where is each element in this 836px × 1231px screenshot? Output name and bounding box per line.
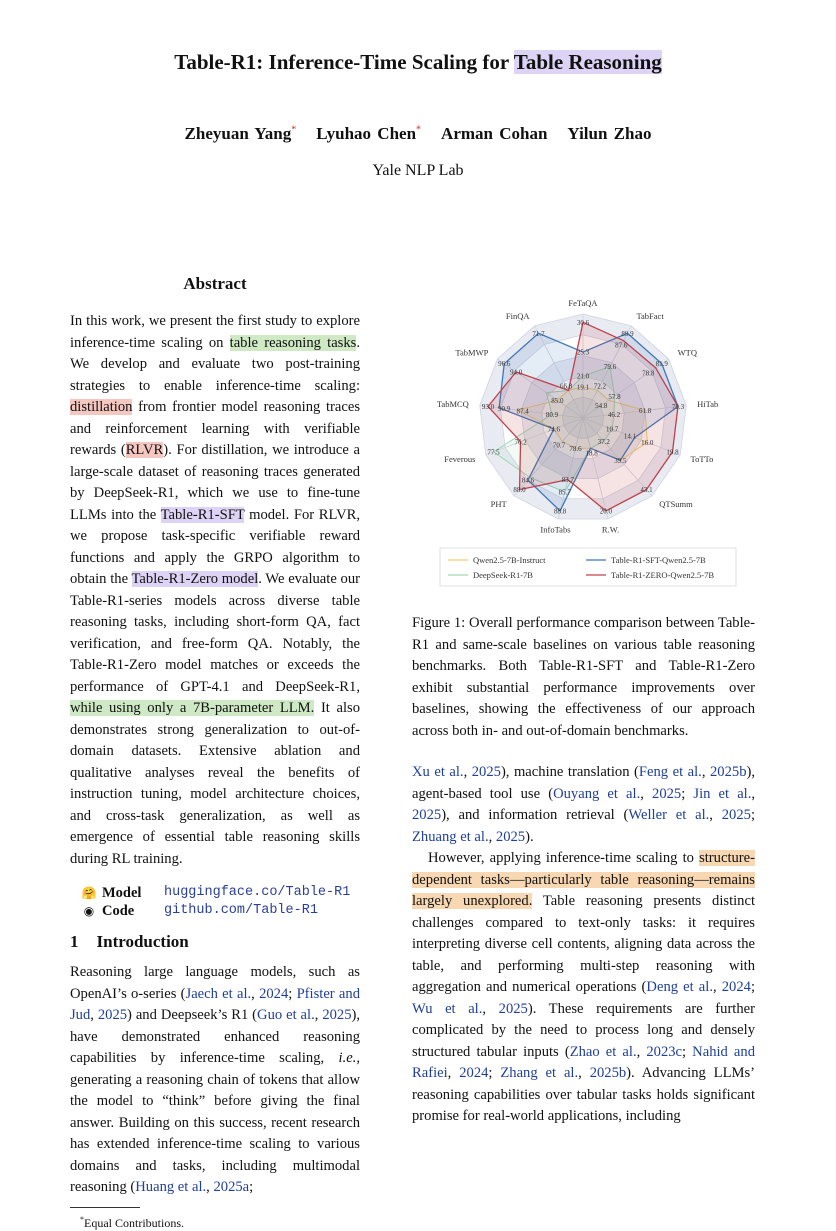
axis-label: ToTTo — [690, 453, 714, 464]
value-label: 16.0 — [641, 438, 654, 447]
value-label: 78.6 — [569, 444, 582, 453]
value-label: 96.6 — [498, 360, 511, 369]
author — [185, 124, 297, 143]
author — [441, 124, 547, 143]
author-list — [0, 124, 836, 144]
value-label: 66.8 — [560, 382, 573, 391]
value-label: 57.8 — [608, 392, 621, 401]
paragraph — [412, 848, 755, 1128]
text-run: Table reasoning presents distinct challenges compared to text-only tasks: it requires interpreting diverse cell contents, aligning data across the table, and performing multi-step reasoning with aggregation and numerical operations ( — [412, 893, 756, 995]
hugging-face-icon: 🤗 — [81, 886, 97, 900]
text-run: , — [636, 1043, 647, 1060]
highlighted-text: while using only a 7B-parameter LLM. — [70, 700, 315, 716]
text-run: generating a reasoning chain of tokens that allow the model to “think” before giving the final answer. Building on this success, recent research has extended inference-time scaling to various domains and tasks, including multimodal reasoning ( — [70, 1071, 360, 1195]
text-run: However, applying inference-time scaling to — [428, 850, 700, 866]
axis-label: TabMCQ — [436, 399, 469, 410]
value-label: 10.7 — [606, 425, 619, 434]
text-run: , — [482, 1000, 499, 1017]
text-run: ; — [750, 979, 755, 995]
value-label: 83.7 — [561, 476, 574, 485]
value-label: 78.8 — [642, 369, 655, 378]
text-run: , — [701, 764, 710, 780]
author — [316, 124, 421, 143]
value-label: 30.6 — [576, 318, 590, 327]
citation-link[interactable]: 2025 — [721, 807, 751, 823]
text-run: , — [712, 979, 722, 995]
radar-chart — [410, 280, 756, 600]
section-number: 1 — [70, 932, 79, 951]
highlighted-text: Table-R1-Zero model — [131, 571, 259, 587]
value-label: 87.6 — [615, 341, 628, 350]
link-label: Model — [102, 885, 142, 901]
value-label: 87.4 — [516, 407, 529, 416]
citation-link[interactable]: 2024 — [259, 985, 289, 1002]
text-run: ; — [681, 785, 694, 802]
citation-link[interactable]: 2024 — [459, 1065, 489, 1081]
legend-label: Table-R1-ZERO-Qwen2.5-7B — [611, 570, 715, 580]
text-run: i.e., — [338, 1050, 360, 1066]
right-column-text — [412, 762, 755, 1128]
abstract-text — [70, 311, 360, 870]
axis-label: Feverous — [444, 453, 476, 464]
introduction-text — [70, 962, 360, 1199]
figure-caption: Figure 1: Overall performance comparison between Table-R1 and same-scale baselines on various table reasoning benchmarks. Both Table-R1-SFT and Table-R1-Zero exhibit substantial performance improvements over baselines, showing the effectiveness of our approach across both in- and out-of-domain benchmarks. — [412, 615, 755, 739]
text-run: from frontier model reasoning traces and reinforcement learning with verifiable rewards ( — [70, 399, 360, 458]
paragraph — [412, 762, 755, 848]
equal-contribution-mark: * — [291, 124, 297, 136]
text-run: ; — [488, 1065, 501, 1081]
text-run: ; — [249, 1179, 254, 1195]
author-name: Arman Cohan — [441, 124, 548, 143]
value-label: 39.5 — [614, 456, 627, 465]
value-label: 14.1 — [623, 432, 637, 441]
text-run: , — [314, 1007, 323, 1023]
value-label: 54.8 — [595, 401, 608, 410]
resource-link-row — [80, 902, 360, 920]
text-run: , — [578, 1065, 590, 1081]
resource-links — [80, 884, 360, 920]
citation-link[interactable]: 2025a — [213, 1179, 250, 1195]
value-label: 21.0 — [576, 372, 590, 381]
value-label: 79.6 — [603, 363, 617, 372]
value-label: 20.0 — [599, 507, 613, 516]
citation-link[interactable]: Pfister and Jud — [70, 985, 360, 1023]
link-url[interactable]: github.com/Table-R1 — [164, 903, 318, 918]
value-label: 85.0 — [551, 396, 564, 405]
text-run: ), agent-based tool use ( — [412, 764, 755, 802]
value-label: 84.6 — [521, 476, 535, 485]
legend-label: DeepSeek-R1-7B — [473, 570, 533, 580]
axis-label: TabFact — [636, 311, 664, 322]
highlighted-text: RLVR — [125, 442, 164, 458]
citation-link[interactable]: Zhuang et al. — [412, 828, 489, 845]
value-label: 70.7 — [552, 441, 566, 450]
affiliation: Yale NLP Lab — [372, 162, 464, 179]
text-run: , — [463, 764, 472, 780]
value-label: 72.2 — [593, 382, 606, 391]
text-run: ). — [525, 828, 534, 845]
axis-label: FeTaQA — [568, 298, 598, 308]
text-run: Reasoning large language models, such as OpenAI’s o-series ( — [70, 964, 360, 1002]
value-label: 18.8 — [585, 449, 598, 458]
value-label: 61.8 — [638, 407, 652, 416]
value-label: 93.0 — [481, 403, 495, 412]
footnote-rule — [70, 1207, 140, 1208]
axis-label: HiTab — [697, 399, 719, 410]
text-run: . We evaluate our Table-R1-series models across diverse table reasoning tasks, including short-form QA, fact verification, and free-form QA. Notably, the Table-R1-Zero model matches or exceeds the performance of GPT-4.1 and DeepSeek-R1, — [70, 571, 360, 695]
footnote-text: Equal Contributions. — [84, 1215, 184, 1230]
text-run: ; — [288, 985, 297, 1002]
value-label: 88.0 — [513, 486, 526, 495]
value-label: 19.1 — [576, 383, 590, 392]
text-run: ), and information retrieval ( — [441, 807, 629, 823]
text-run: ). For distillation, we introduce a large-scale dataset of reasoning traces generated by DeepSeek-R1, which we use to fine-tune LLMs into the — [70, 442, 360, 523]
text-run: , — [90, 1007, 98, 1023]
footnote-mark: * — [80, 1214, 84, 1224]
citation-link[interactable]: Feng et al. — [638, 764, 702, 780]
value-label: 25.3 — [576, 348, 590, 357]
citation-link[interactable]: Zhang et al. — [500, 1065, 579, 1081]
citation-link[interactable]: 2025 — [471, 764, 501, 780]
citation-link[interactable]: 2024 — [721, 979, 751, 995]
axis-label: R.W. — [601, 524, 620, 535]
value-label: 88.8 — [553, 507, 567, 516]
text-run: , — [751, 785, 756, 802]
value-label: 19.8 — [666, 448, 679, 457]
author-name: Zheyuan Yang — [184, 124, 292, 143]
axis-label: QTSumm — [659, 499, 693, 510]
text-run: , — [206, 1179, 214, 1195]
citation-link[interactable]: Jin et al. — [693, 785, 752, 802]
citation-link[interactable]: Wu et al. — [412, 1000, 483, 1017]
value-label: 89.9 — [621, 329, 634, 338]
citation-link[interactable]: Weller et al. — [628, 807, 710, 823]
left-column — [70, 311, 360, 1231]
citation-link[interactable]: Huang et al. — [135, 1179, 207, 1195]
value-label: 46.2 — [607, 410, 621, 419]
citation-link[interactable]: Xu et al. — [412, 764, 464, 780]
github-icon: ◉ — [83, 904, 95, 918]
citation-link[interactable]: Zhao et al. — [569, 1043, 637, 1060]
value-label: 77.5 — [487, 448, 500, 457]
value-label: 71.7 — [532, 329, 545, 338]
text-run: ; — [682, 1043, 693, 1060]
author — [567, 124, 651, 143]
value-label: 85.7 — [558, 488, 571, 497]
value-label: 81.9 — [655, 360, 668, 369]
legend-box — [440, 548, 736, 586]
value-label: 76.2 — [514, 438, 527, 447]
link-url[interactable]: huggingface.co/Table-R1 — [164, 885, 351, 900]
axis-label: FinQA — [505, 311, 530, 322]
equal-contribution-mark: * — [416, 124, 422, 136]
value-label: 78.3 — [671, 403, 685, 412]
citation-link[interactable]: 2023c — [646, 1043, 683, 1060]
citation-link[interactable]: Nahid and Rafiei — [412, 1043, 756, 1081]
text-run: , — [447, 1065, 460, 1081]
legend-label: Qwen2.5-7B-Instruct — [473, 555, 546, 565]
text-run: In this work, we present the first study to explore inference-time scaling on — [70, 313, 360, 351]
paper-title — [0, 50, 836, 75]
section-title: Introduction — [96, 932, 189, 951]
text-run: , — [488, 828, 496, 845]
text-run: It also demonstrates strong generalization to out-of-domain datasets. Extensive ablation and qualitative analyses reveal the benefits of instruction tuning, model architecture choices, and cross-task generalization, as well as emergence of essential table reasoning skills during RL training. — [70, 700, 360, 867]
highlighted-text: distillation — [70, 399, 133, 415]
abstract-heading: Abstract — [183, 274, 247, 293]
value-label: 74.6 — [547, 425, 560, 434]
citation-link[interactable]: 2025 — [652, 785, 682, 802]
citation-link[interactable]: 2025 — [412, 807, 442, 823]
title-highlight: Table Reasoning — [513, 50, 662, 74]
text-run: model. For RLVR, we propose task-specific verifiable reward functions and apply the GRPO algorithm to obtain the — [70, 506, 360, 587]
text-run: ). These requirements are further complicated by the need to process long and densely structured tabular inputs ( — [412, 1000, 755, 1060]
citation-link[interactable]: 2025b — [589, 1065, 627, 1081]
footnote — [80, 1212, 360, 1231]
text-run: . We develop and evaluate two post-training strategies to enable inference-time scaling: — [70, 334, 360, 394]
text-run: ). Advancing LLMs’ reasoning capabilities over tabular tasks holds significant promise for real-world applications, including — [412, 1065, 756, 1124]
highlighted-text: Table-R1-SFT — [160, 506, 245, 523]
value-label: 90.9 — [497, 405, 511, 414]
axis-label: InfoTabs — [540, 524, 571, 535]
text-run: ), have demonstrated enhanced reasoning capabilities by inference-time scaling, — [70, 1007, 361, 1066]
citation-link[interactable]: 2025 — [97, 1007, 128, 1023]
text-run: , — [640, 785, 653, 802]
highlighted-text: structure-dependent tasks—particularly table reasoning—remains largely unexplored. — [412, 850, 755, 909]
axis-label: TabMWP — [455, 347, 489, 358]
value-label: 43.1 — [640, 486, 653, 495]
text-run: ), machine translation ( — [500, 764, 639, 780]
citation-link[interactable]: Guo et al. — [257, 1007, 315, 1023]
text-run: ) and Deepseek’s R1 ( — [127, 1007, 258, 1023]
link-label: Code — [102, 903, 135, 919]
title-text: Table-R1: Inference-Time Scaling for — [174, 50, 514, 74]
citation-link[interactable]: Ouyang et al. — [553, 785, 641, 802]
citation-link[interactable]: 2025 — [322, 1007, 352, 1023]
resource-link-row — [80, 884, 360, 902]
text-run: ; — [750, 807, 755, 823]
section-heading-introduction — [70, 930, 360, 954]
citation-link[interactable]: 2025b — [710, 764, 747, 780]
citation-link[interactable]: 2025 — [498, 1000, 528, 1017]
value-label: 37.2 — [597, 437, 610, 446]
text-run: , — [251, 985, 260, 1002]
author-name: Lyuhao Chen — [316, 124, 417, 143]
axis-label: WTQ — [677, 347, 698, 358]
axis-label: PHT — [490, 499, 507, 510]
citation-link[interactable]: Jaech et al. — [185, 985, 252, 1002]
value-label: 94.0 — [510, 368, 523, 377]
text-run: , — [709, 807, 722, 823]
highlighted-text: table reasoning tasks — [229, 334, 357, 351]
author-name: Yilun Zhao — [567, 124, 652, 143]
citation-link[interactable]: 2025 — [495, 828, 526, 845]
legend-label: Table-R1-SFT-Qwen2.5-7B — [611, 555, 706, 565]
citation-link[interactable]: Deng et al. — [646, 979, 713, 995]
value-label: 80.9 — [545, 410, 559, 419]
